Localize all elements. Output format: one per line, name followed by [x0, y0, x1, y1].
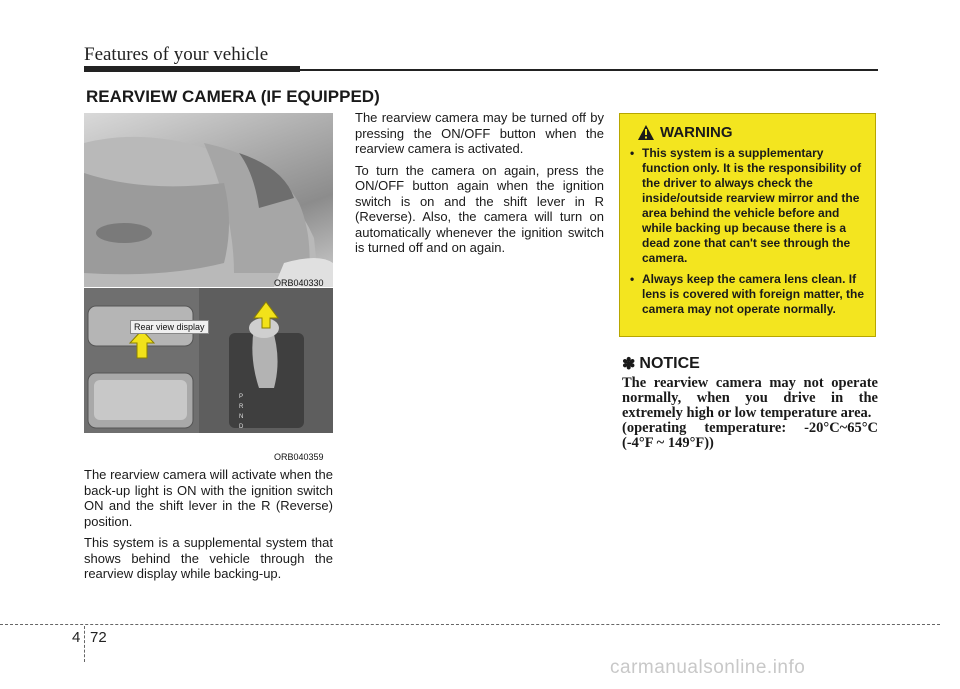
- warning-header: [638, 124, 733, 141]
- footer-vertical-divider: [84, 626, 85, 662]
- chapter-number: 4: [72, 629, 81, 646]
- car-rear-photo: [84, 113, 333, 287]
- warning-title: WARNING: [660, 124, 733, 141]
- footer-divider: [0, 624, 940, 625]
- header-rule: [84, 66, 300, 72]
- notice-header: [622, 354, 700, 374]
- bullet-icon: •: [630, 146, 635, 160]
- bullet-icon: •: [630, 272, 635, 286]
- notice-line: The rearview camera may not operate normally, when you drive in the extremely high or low temperature area.: [622, 375, 878, 421]
- header-rule-thin: [300, 69, 878, 71]
- shift-letter-p: P: [239, 394, 244, 400]
- warning-item-text: This system is a supplementary function only. It is the responsibility of the driver to always check the inside/outside rearview mirror and the area behind the vehicle before and while backing up because there is a dead zone that can't see through the camera.: [642, 146, 862, 265]
- figure-code-top: ORB040330: [274, 278, 324, 288]
- notice-title: NOTICE: [639, 355, 700, 372]
- warning-item: [628, 146, 868, 266]
- paragraph: To turn the camera on again, press the ON/OFF button again when the ignition switch is on and the shift lever in R (Reverse). Also, the camera will turn on automatically whenever the ignition switch is turned off and on again.: [355, 162, 604, 255]
- figure-code-bottom: ORB040359: [274, 452, 324, 462]
- page-header-title: Features of your vehicle: [84, 44, 269, 65]
- paragraph: The rearview camera will activate when the back-up light is ON with the ignition switch ON and the shift lever in the R (Reverse) position.: [84, 467, 333, 529]
- shift-letter-d: D: [239, 424, 244, 430]
- column-middle-text: [355, 110, 604, 262]
- shift-letter-n: N: [239, 414, 244, 420]
- paragraph: The rearview camera may be turned off by pressing the ON/OFF button when the rearview camera is activated.: [355, 110, 604, 156]
- warning-item: [628, 272, 868, 317]
- column-left-text: [84, 467, 333, 588]
- warning-triangle-icon: [638, 125, 654, 140]
- watermark: carmanualsonline.info: [610, 657, 806, 678]
- rear-view-display-label: Rear view display: [130, 320, 209, 334]
- notice-text: [622, 376, 878, 451]
- mirror-shifter-photo: [84, 288, 333, 433]
- section-title: REARVIEW CAMERA (IF EQUIPPED): [86, 87, 380, 106]
- paragraph: This system is a supplemental system that shows behind the vehicle through the rearview display while backing-up.: [84, 535, 333, 581]
- warning-item-text: Always keep the camera lens clean. If lens is covered with foreign matter, the camera may not operate normally.: [642, 272, 865, 316]
- notice-line: (operating temperature: -20°C~65°C (-4°F ~ 149°F)): [622, 420, 878, 451]
- warning-box: [619, 113, 876, 337]
- notice-symbol-icon: ✽: [622, 356, 636, 373]
- shift-letter-r: R: [239, 404, 244, 410]
- page-number: 72: [90, 629, 107, 646]
- warning-list: [628, 146, 868, 323]
